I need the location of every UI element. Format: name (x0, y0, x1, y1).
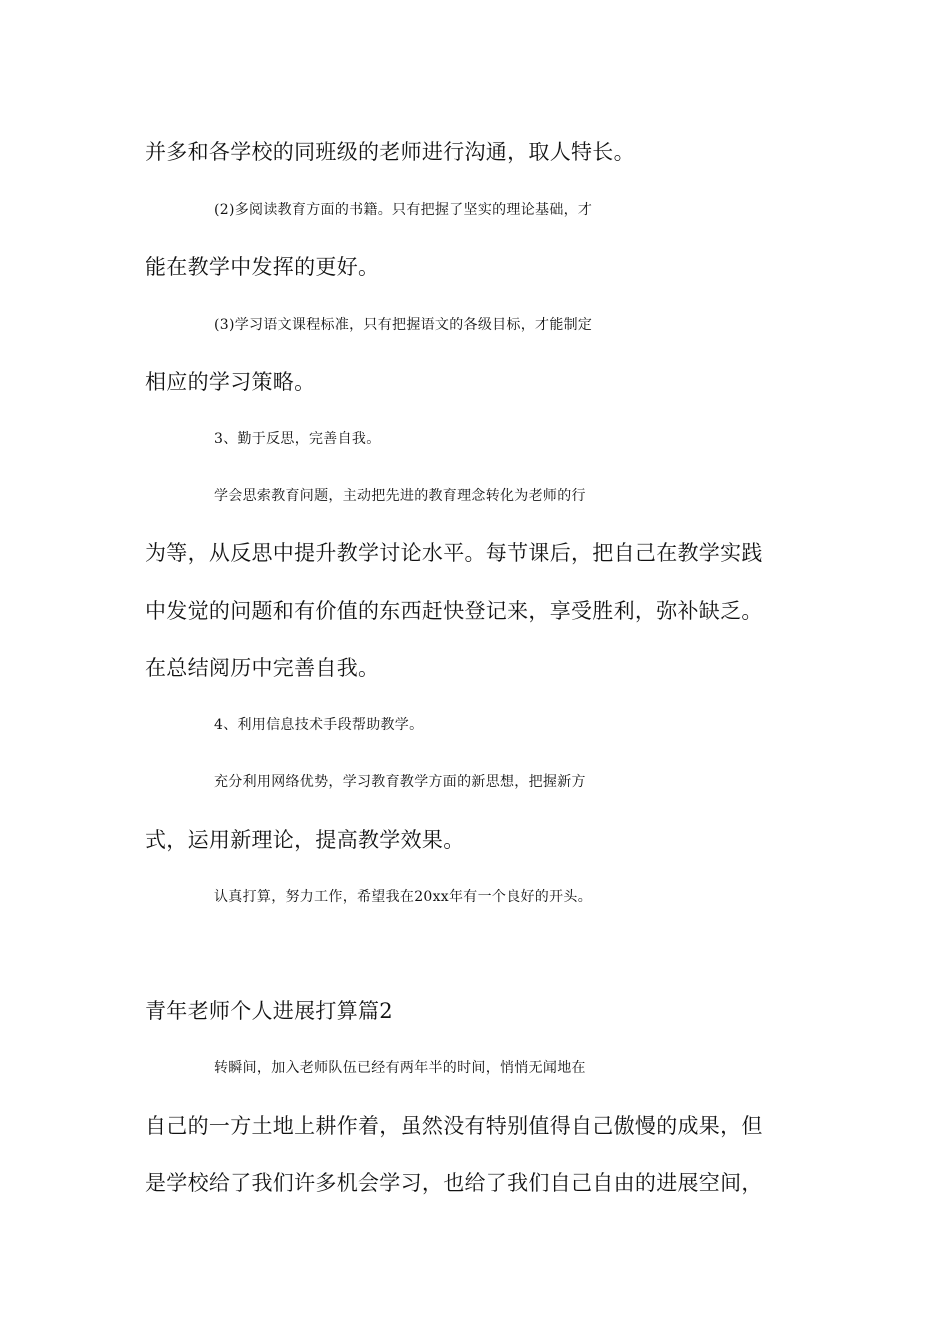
section-heading: 4、利用信息技术手段帮助教学。 (214, 717, 424, 733)
article-title: 青年老师个人进展打算篇2 (145, 999, 393, 1023)
text-line: (2)多阅读教育方面的书籍。只有把握了坚实的理论基础，才 (214, 202, 593, 218)
text-line: 认真打算，努力工作，希望我在20xx年有一个良好的开头。 (214, 889, 593, 905)
text-line: 相应的学习策略。 (145, 370, 316, 394)
text-line: 学会思索教育问题，主动把先进的教育理念转化为老师的行 (214, 488, 586, 504)
text-line: 在总结阅历中完善自我。 (145, 656, 380, 680)
text-line: 转瞬间，加入老师队伍已经有两年半的时间，悄悄无闻地在 (214, 1060, 586, 1076)
text-line: 式，运用新理论，提高教学效果。 (145, 828, 465, 852)
text-line: 自己的一方土地上耕作着，虽然没有特别值得自己傲慢的成果，但 (145, 1114, 763, 1138)
text-line: 为等，从反思中提升教学讨论水平。每节课后，把自己在教学实践 (145, 541, 763, 565)
text-line: 能在教学中发挥的更好。 (145, 255, 380, 279)
text-line: 中发觉的问题和有价值的东西赶快登记来，享受胜利，弥补缺乏。 (145, 599, 763, 623)
text-line: 充分利用网络优势，学习教育教学方面的新思想，把握新方 (214, 774, 586, 790)
text-line: 是学校给了我们许多机会学习，也给了我们自己自由的进展空间， (145, 1171, 763, 1195)
text-line: (3)学习语文课程标准，只有把握语文的各级目标，才能制定 (214, 317, 593, 333)
section-heading: 3、勤于反思，完善自我。 (214, 431, 381, 447)
text-line: 并多和各学校的同班级的老师进行沟通，取人特长。 (145, 140, 635, 164)
